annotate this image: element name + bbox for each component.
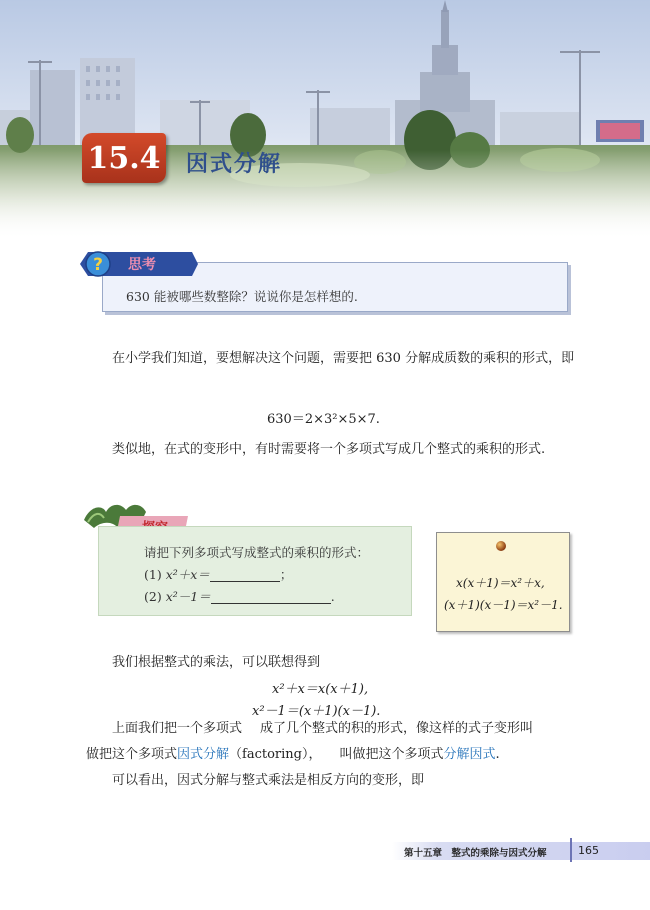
pushpin-icon [496, 541, 506, 551]
explore-item-2 [144, 586, 369, 608]
explore-content [144, 542, 369, 608]
think-label-badge [80, 250, 198, 278]
page-number: 165 [578, 844, 599, 857]
explore-item-1-expression: x²＋x＝ [165, 567, 210, 582]
think-label-text: 思考 [128, 257, 156, 273]
paragraph-1: 在小学我们知道，要想解决这个问题，需要把 630 分解成质数的乘积的形式，即 [112, 351, 575, 366]
paragraph-5-end: . [495, 747, 500, 762]
explore-item-1-end: ； [279, 567, 293, 582]
answer-blank-2[interactable] [211, 590, 331, 604]
explore-item-2-expression: x²－1＝ [165, 589, 211, 604]
paragraph-4-part-a: 上面我们把一个多项式 [112, 721, 243, 736]
paragraph-3: 我们根据整式的乘法，可以联想得到 [112, 655, 321, 670]
equation-factor-2: x²－1＝(x＋1)(x－1). [252, 704, 381, 719]
paragraph-5 [86, 742, 576, 768]
paragraph-5-part-a: 做把这个多项式 [86, 747, 178, 762]
paragraph-4-part-b: 成了几个整式的积的形式，像这样的式子变形叫 [260, 721, 534, 736]
city-scene-image [0, 0, 650, 240]
term-factoring: 因式分解 [177, 747, 230, 762]
paragraph-5-part-c: 叫做把这个多项式 [339, 747, 444, 762]
equation-factor-1: x²＋x＝x(x＋1), [272, 682, 369, 697]
footer-divider [570, 838, 572, 862]
paragraph-4 [86, 716, 576, 742]
paragraph-6: 可以看出，因式分解与整式乘法是相反方向的变形，即 [112, 773, 425, 788]
note-equation-1: x(x＋1)＝x²＋x, [456, 576, 545, 590]
svg-text:?: ? [93, 255, 103, 275]
explore-item-1-number: (1) [144, 567, 162, 582]
section-number-badge [82, 133, 166, 183]
note-equation-2: (x＋1)(x－1)＝x²－1. [444, 598, 563, 612]
term-factorize: 分解因式 [443, 747, 496, 762]
think-question: 630 能被哪些数整除？说说你是怎样想的. [126, 289, 358, 304]
paragraph-5-part-b: （factoring）， [229, 747, 322, 762]
explore-prompt: 请把下列多项式写成整式的乘积的形式： [144, 545, 370, 560]
paragraph-2: 类似地，在式的变形中，有时需要将一个多项式写成几个整式的乘积的形式. [112, 442, 546, 457]
explore-item-2-number: (2) [144, 589, 162, 604]
answer-blank-1[interactable] [210, 568, 280, 582]
footer-chapter-title: 第十五章 整式的乘除与因式分解 [404, 848, 547, 859]
section-number: 15.4 [87, 140, 161, 176]
header-banner [0, 0, 650, 240]
explore-item-2-end: . [330, 589, 335, 604]
explore-item-1 [144, 564, 369, 586]
equation-630: 630＝2×3²×5×7. [267, 412, 380, 427]
section-title: 因式分解 [186, 152, 283, 177]
